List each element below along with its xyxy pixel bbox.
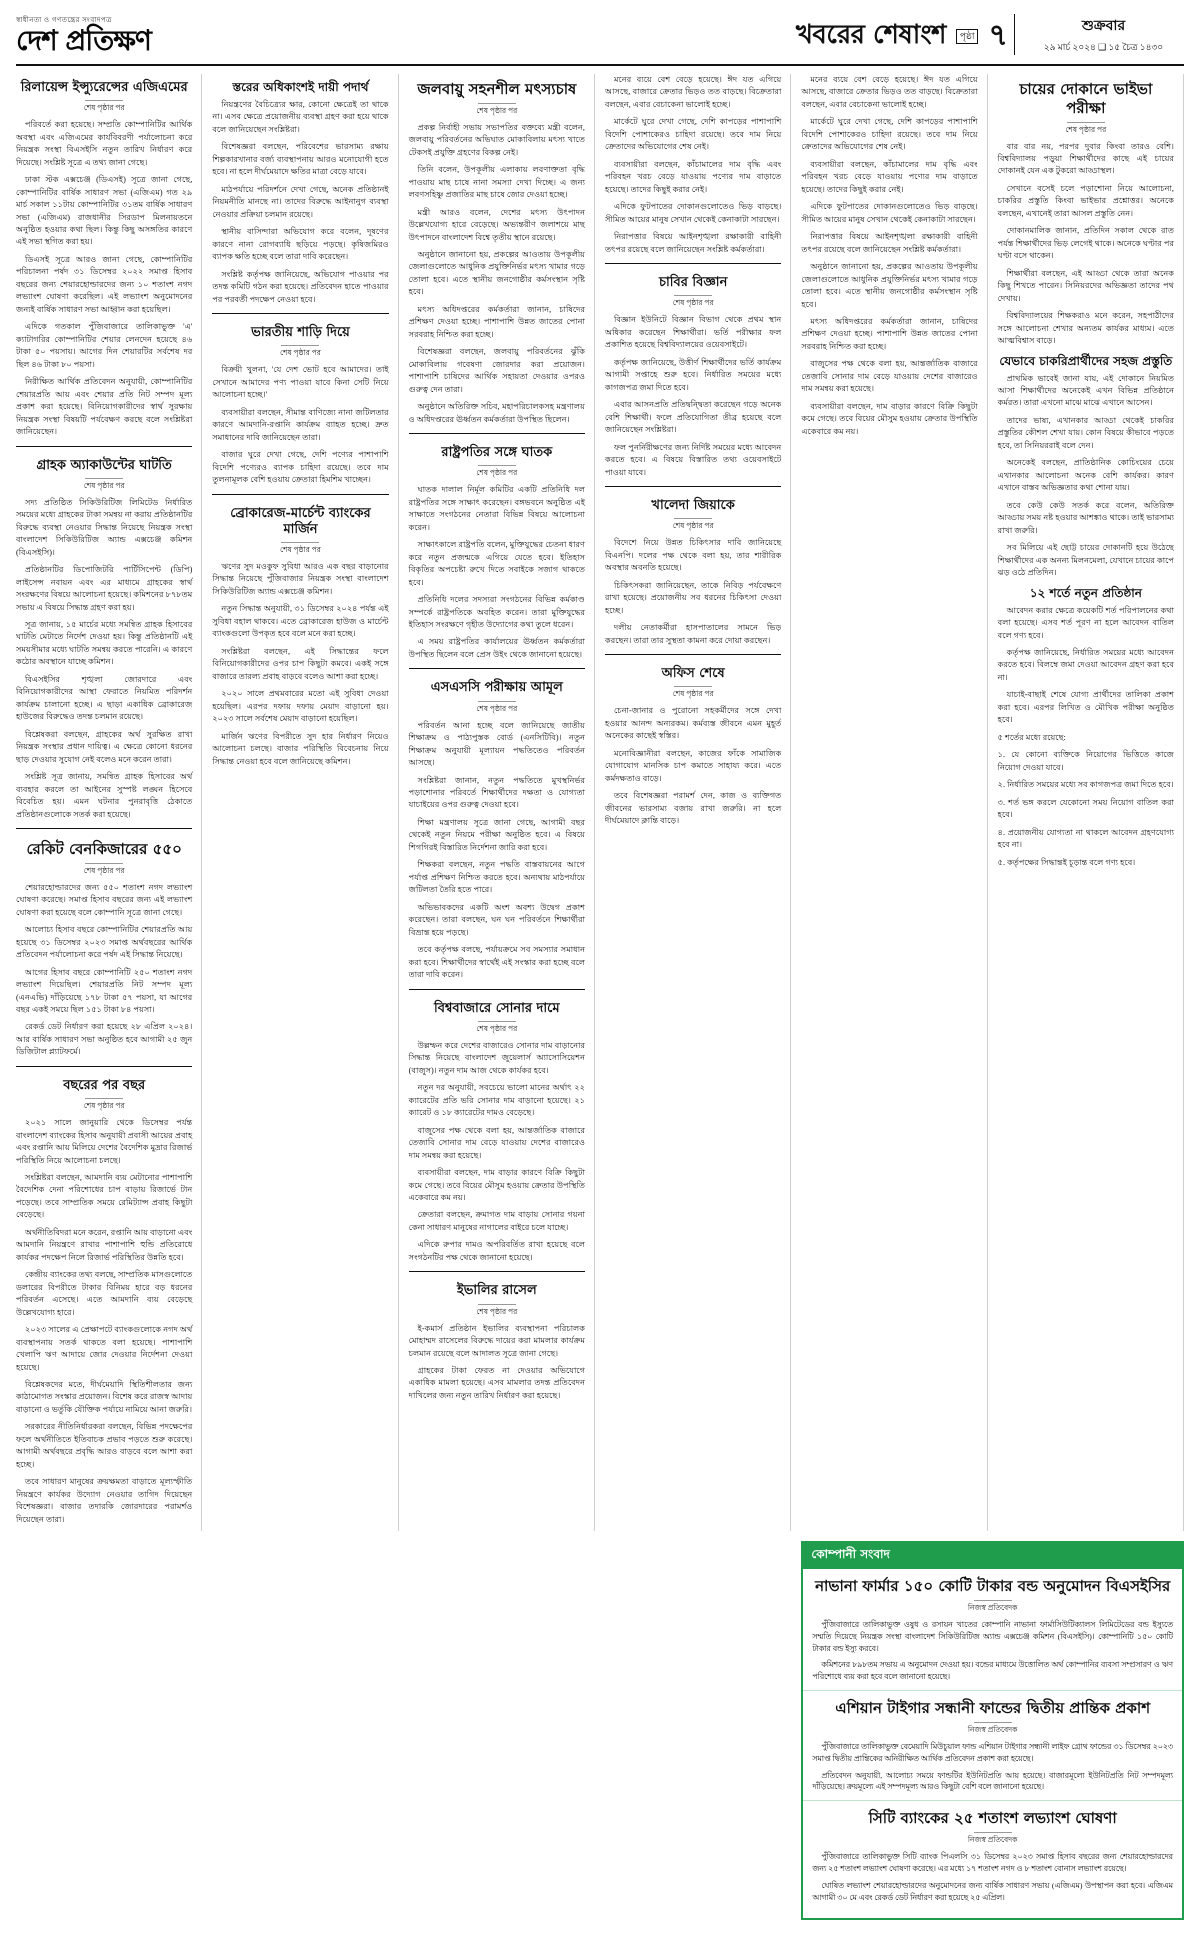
paragraph: তাদের ভাষ্য, এখানকার আড্ডা থেকেই চাকরির প্রস্তুতির কৌশল শেখা যায়। কোন বিষয়ে কীভাবে পড়তে হবে, তা সিনিয়ররাই বলে দেন। (997, 415, 1174, 450)
paragraph: আলোচ্য হিসাব বছরে কোম্পানিটির শেয়ারপ্রতি আয় হয়েছে ৩১ ডিসেম্বর ২০২৩ সমাপ্ত অর্থবছরের আর্থিক প্রতিবেদন পর্যালোচনা করে পর্ষদ এই সিদ্ধান্ত নিয়েছে। (16, 925, 193, 960)
headline: বছরের পর বছর (63, 1077, 146, 1093)
paragraph: শিক্ষকরা বলছেন, নতুন পদ্ধতি বাস্তবায়নের আগে পর্যাপ্ত প্রশিক্ষণ নিশ্চিত করতে হবে। অন্যথায় মাঠপর্যায়ে জটিলতা তৈরি হতে পারে। (408, 860, 585, 895)
article-khaleda-zia (605, 486, 781, 647)
paragraph: সংশ্লিষ্টরা বলছেন, আমদানি ব্যয় মেটানোর পাশাপাশি বৈদেশিক দেনা পরিশোধের চাপ বাড়ায় রিজার্ভে টান পড়েছে। তবে সাম্প্রতিক সময়ে রেমিট্যান্স প্রবাহ কিছুটা বেড়েছে। (16, 1172, 193, 1220)
paragraph: অনুষ্ঠানে জানানো হয়, প্রকল্পের আওতায় উপকূলীয় জেলাগুলোতে আধুনিক প্রযুক্তিনির্ভর মৎস্য খামার গড়ে তোলা হবে। এতে স্থানীয় জনগোষ্ঠীর কর্মসংস্থান সৃষ্টি হবে। (801, 262, 978, 309)
paragraph: আগের হিসাব বছরে কোম্পানিটি ২৫০ শতাংশ নগদ লভ্যাংশ দিয়েছিল। শেয়ারপ্রতি নিট সম্পদ মূল্য (এনএভি) দাঁড়িয়েছে ১৭৮ টাকা ৫৭ পয়সা, যা আগের বছর একই সময়ে ছিল ১৫১ টাকা ৮৪ পয়সা। (16, 967, 193, 1014)
article-key-science (605, 263, 781, 479)
paragraph: সব মিলিয়ে এই ছোট্ট চায়ের দোকানটি হয়ে উঠেছে শিক্ষার্থীদের এক অনন্য মিলনমেলা, যেখানে চায়ের কাপে ঝড় ওঠে প্রতিদিন। (997, 543, 1174, 578)
paragraph: কর্তৃপক্ষ জানিয়েছে, নির্ধারিত সময়ের মধ্যে আবেদন করতে হবে। বিলম্বে জমা দেওয়া আবেদন গ্রহণ করা হবে না। (997, 647, 1174, 682)
headline: বিশ্ববাজারে সোনার দামে (434, 1000, 560, 1016)
paragraph: চিকিৎসকরা জানিয়েছেন, তাকে নিবিড় পর্যবেক্ষণে রাখা হয়েছে। প্রয়োজনীয় সব ধরনের চিকিৎসা দেওয়া হচ্ছে। (604, 580, 782, 615)
byline: শেষ পৃষ্ঠার পর (212, 345, 388, 360)
paragraph: নিয়ন্ত্রণের বৈচিত্র্যের ক্ষার, কোনো ক্ষেত্রেই তা থাকে না। এসব ক্ষেত্রে প্রয়োজনীয় ব্যবস্থা গ্রহণ করা হয়ে থাকে বলে জানিয়েছেন সংশ্লিষ্টরা। (212, 100, 389, 134)
article-president-meeting (409, 433, 585, 661)
article-indian-saree (212, 313, 388, 486)
paragraph: বাজুসের পক্ষ থেকে বলা হয়, আন্তর্জাতিক বাজারে তেজাবি সোনার দাম বেড়ে যাওয়ায় দেশের বাজারেও দাম সমন্বয় করা হয়েছে। (408, 1125, 585, 1160)
condition-item: ৩. শর্ত ভঙ্গ করলে যেকোনো সময় নিয়োগ বাতিল করা হবে। (997, 797, 1174, 820)
paragraph: বিক্রয়ী খুলনা, 'যে দেশ ভোট হবে আমাদের। তাই সেখানে আমাদের পণ্য পাওয়া যাবে কিনা সেটি নিয়ে আলোচনা হচ্ছে।' (212, 365, 389, 400)
article-brokerage-margin (212, 494, 388, 769)
paragraph: বিদেশে নিয়ে উন্নত চিকিৎসার দাবি জানিয়েছে বিএনপি। দলের পক্ষ থেকে বলা হয়, তার শারীরিক অবস্থার অবনতি হয়েছে। (604, 538, 782, 573)
paragraph: এদিকে ফুটপাতের দোকানগুলোতেও ভিড় বাড়ছে। সীমিত আয়ের মানুষ সেখান থেকেই কেনাকাটা সারছেন। (604, 202, 782, 224)
paragraph: শেয়ারহোল্ডারদের জন্য ৫৫০ শতাংশ নগদ লভ্যাংশ ঘোষণা করেছে। সমাপ্ত হিসাব বছরের জন্য এই লভ্যাংশ ঘোষণা করা হয়েছে বলে কোম্পানি সূত্রে জানা গেছে। (16, 882, 193, 917)
headline: রিলায়েন্স ইন্স্যুরেন্সের এজিএমের (20, 80, 188, 95)
byline: নিজস্ব প্রতিবেদক (812, 1832, 1173, 1847)
paragraph: গ্রাহকের টাকা ফেরত না দেওয়ার অভিযোগে একাধিক মামলা হয়েছে। এসব মামলার তদন্ত প্রতিবেদন দাখিলের জন্য নতুন তারিখ নির্ধারণ করা হয়েছে। (408, 1365, 585, 1400)
paragraph: ব্যবসায়ীরা বলছেন, সীমান্ত বাণিজ্যে নানা জটিলতার কারণে আমদানি-রপ্তানি কার্যক্রম ব্যাহত হচ্ছে। দ্রুত সমাধানের দাবি জানিয়েছেন তারা। (212, 407, 389, 442)
headline: জলবায়ু সহনশীল মৎস্যচাষ (417, 80, 577, 98)
column-1 (16, 74, 202, 1531)
paragraph: বিশ্লেষকদের মতে, দীর্ঘমেয়াদি স্থিতিশীলতার জন্য কাঠামোগত সংস্কার প্রয়োজন। বিশেষ করে রাজস্ব আদায় বাড়ানো ও ভর্তুকি যৌক্তিক পর্যায়ে নামিয়ে আনা জরুরি। (16, 1380, 193, 1414)
article-reckitt-benckiser (16, 828, 192, 1059)
byline: শেষ পৃষ্ঠার পর (409, 103, 585, 118)
condition-item: ৫. কর্তৃপক্ষের সিদ্ধান্তই চূড়ান্ত বলে গণ্য হবে। (997, 857, 1136, 867)
logo-block (16, 14, 266, 55)
column-5 (801, 74, 987, 1531)
page-number: ৭ (988, 18, 1008, 53)
paragraph: ২০২১ সালে জানুয়ারি থেকে ডিসেম্বর পর্যন্ত বাংলাদেশ ব্যাংকের হিসাব অনুযায়ী প্রবাসী আয়ের প্রবাহ এবং রপ্তানি আয় মিলিয়ে দেশের বৈদেশিক মুদ্রার রিজার্ভ পরিস্থিতি নিয়ে আলোচনা চলছে। (16, 1118, 193, 1165)
headline: এসএসসি পরীক্ষায় আমূল (430, 680, 563, 696)
paragraph: এদিকে ফুটপাতের দোকানগুলোতেও ভিড় বাড়ছে। সীমিত আয়ের মানুষ সেখান থেকেই কেনাকাটা সারছেন। (801, 202, 978, 224)
headline: ইভালির রাসেল (456, 1283, 537, 1299)
paragraph: সাক্ষাৎকালে রাষ্ট্রপতি বলেন, মুক্তিযুদ্ধের চেতনা ধারণ করে নতুন প্রজন্মকে এগিয়ে যেতে হবে। ইতিহাস বিকৃতির অপচেষ্টা রুখে দিতে সবাইকে সজাগ থাকতে হবে। (408, 540, 585, 587)
column-4 (605, 74, 791, 1531)
paragraph: পুঁজিবাজারে তালিকাভুক্ত ওষুধ ও রসায়ন খাতের কোম্পানি নাভানা ফার্মাসিউটিক্যালস লিমিটেডের বন্ড ইস্যুতে সম্মতি দিয়েছে নিয়ন্ত্রক সংস্থা বাংলাদেশ সিকিউরিটিজ অ্যান্ড এক্সচেঞ্জ কমিশন (বিএসইসি)। কোম্পানিটি ১৫০ কোটি টাকার বন্ড ইস্যু করবে। (812, 1619, 1173, 1653)
paragraph: প্রতিষ্ঠানটির ডিপোজিটরি পার্টিসিপেন্ট (ডিপি) লাইসেন্স নবায়ন এবং এর মাধ্যমে গ্রাহকের স্বার্থ সংরক্ষণের বিষয়ে আলোচনা হয়েছে। কমিশনের ৮৭৮তম সভায় এ বিষয়ে সিদ্ধান্ত গ্রহণ করা হয়। (16, 565, 193, 612)
paragraph: ব্যবসায়ীরা বলছেন, কাঁচামালের দাম বৃদ্ধি এবং পরিবহন খরচ বেড়ে যাওয়ায় পণ্যের দাম বাড়াতে হয়েছে। তাদের কিছুই করার নেই। (801, 159, 978, 194)
paragraph: ঢাকা স্টক এক্সচেঞ্জ (ডিএসই) সূত্রে জানা গেছে, কোম্পানিটির বার্ষিক সাধারণ সভা (এজিএম) গত ২৯ মার্চ সকাল ১১টায় কোম্পানিটির ৩১তম বার্ষিক সাধারণ সভা (এজিএম) রাজধানীর সিরডাপ মিলনায়তনে অনুষ্ঠিত হওয়ার কথা ছিল। কিন্তু কিছু অসঙ্গতির কারণে এই সভা স্থগিত করা হয়। (16, 175, 193, 247)
company-news-item[interactable] (803, 1690, 1182, 1800)
paragraph: রেকর্ড ডেট নির্ধারণ করা হয়েছে ২৮ এপ্রিল ২০২৪। আর বার্ষিক সাধারণ সভা অনুষ্ঠিত হবে আগামী ২৫ জুন ডিজিটাল প্ল্যাটফর্মে। (16, 1022, 193, 1057)
paragraph: বাজার ঘুরে দেখা গেছে, দেশি পণ্যের পাশাপাশি বিদেশি পণ্যেরও ব্যাপক চাহিদা রয়েছে। তবে দাম তুলনামূলক বেশি হওয়ায় ক্রেতারা হিমশিম খাচ্ছেন। (212, 450, 389, 485)
paragraph: নিরাপত্তার বিষয়ে আইনশৃঙ্খলা রক্ষাকারী বাহিনী তৎপর রয়েছে বলে জানিয়েছেন সংশ্লিষ্ট কর্মকর্তারা। (604, 232, 782, 254)
paragraph: অনুষ্ঠানে অতিরিক্ত সচিব, মহাপরিচালকসহ মন্ত্রণালয় ও অধিদপ্তরের ঊর্ধ্বতন কর্মকর্তারা উপস্থিত ছিলেন। (408, 402, 585, 424)
paragraph: কর্তৃপক্ষ জানিয়েছে, উত্তীর্ণ শিক্ষার্থীদের ভর্তি কার্যক্রম আগামী সপ্তাহে শুরু হবে। নির্ধারিত সময়ের মধ্যে কাগজপত্র জমা দিতে হবে। (604, 357, 782, 392)
section-header (266, 14, 1014, 58)
paragraph: সংশ্লিষ্ট সূত্র জানায়, সমন্বিত গ্রাহক হিসাবের অর্থ ব্যবহার করলে তা আইনের সুস্পষ্ট লঙ্ঘন হিসেবে বিবেচিত হয়। এমন ঘটনার পুনরাবৃত্তি ঠেকাতে প্রতিষ্ঠানগুলোকে সতর্ক করা হয়েছে। (16, 772, 193, 819)
paragraph: মৎস্য অধিদপ্তরের কর্মকর্তারা জানান, চাষিদের প্রশিক্ষণ দেওয়া হচ্ছে। পাশাপাশি উন্নত জাতের পোনা সরবরাহ নিশ্চিত করা হচ্ছে। (801, 316, 978, 351)
paragraph: মার্কেটে ঘুরে দেখা গেছে, দেশি কাপড়ের পাশাপাশি বিদেশি পোশাকেরও চাহিদা রয়েছে। তবে দাম নিয়ে ক্রেতাদের অভিযোগের শেষ নেই। (801, 117, 978, 152)
condition-item: ১. যে কোনো ব্যক্তিকে নিয়োগের ভিত্তিতে কাজে নিয়োগ দেওয়া যাবে। (997, 750, 1174, 772)
paragraph: বিশেষজ্ঞরা বলছেন, জলবায়ু পরিবর্তনের ঝুঁকি মোকাবিলায় গবেষণা জোরদার করা প্রয়োজন। পাশাপাশি চাষিদের আর্থিক সহায়তা দেওয়ার ওপরও গুরুত্ব দেন তারা। (408, 347, 585, 394)
byline: শেষ পৃষ্ঠার পর (605, 686, 781, 701)
date-line: ২৯ মার্চ ২০২৪ ❑ ১৫ চৈত্র ১৪৩০ (1043, 42, 1164, 52)
paragraph: সূত্র জানায়, ১৫ মার্চের মধ্যে সমন্বিত গ্রাহক হিসাবের ঘাটতি মেটাতে নির্দেশ দেওয়া হয়। কিন্তু প্রতিষ্ঠানটি এই সময়সীমার মধ্যে ঘাটতি সমন্বয় করতে পারেনি। এ কারণে কঠোর অবস্থানে যাচ্ছে কমিশন। (16, 619, 193, 667)
paragraph: ব্যবসায়ীরা বলছেন, দাম বাড়ার কারণে বিক্রি কিছুটা কমে গেছে। তবে বিয়ের মৌসুম হওয়ায় ক্রেতার উপস্থিতি একেবারে কম নয়। (408, 1168, 585, 1202)
paragraph: বিশ্ববিদ্যালয়ের শিক্ষকরাও মনে করেন, সহপাঠীদের সঙ্গে আলোচনা শেখার অন্যতম কার্যকর মাধ্যম। এতে আত্মবিশ্বাস বাড়ে। (997, 311, 1174, 346)
headline: ভারতীয় শাড়ি দিয়ে (251, 325, 350, 341)
subheadline: যেভাবে চাকরিপ্রার্থীদের সহজ প্রস্তুতি (999, 353, 1173, 368)
paragraph: বিজ্ঞান ইউনিটে বিজ্ঞান বিভাগ থেকে প্রথম স্থান অধিকার করেছেন শিক্ষার্থীরা। ভর্তি পরীক্ষার ফল প্রকাশিত হয়েছে বিশ্ববিদ্যালয়ের ওয়েবসাইটে। (604, 315, 782, 350)
paragraph: নিরীক্ষিত আর্থিক প্রতিবেদন অনুযায়ী, কোম্পানিটির শেয়ারপ্রতি আয় এবং শেয়ার প্রতি নিট সম্পদ মূল্য প্রকাশ করা হয়েছে। বিনিয়োগকারীদের স্বার্থ সুরক্ষায় নিয়ন্ত্রক সংস্থা বিষয়টি পর্যবেক্ষণ করছে বলে সংশ্লিষ্টরা জানিয়েছেন। (16, 377, 193, 437)
paragraph: বার বার নয়, পরপর দুবার কিংবা তারও বেশি। বিশ্ববিদ্যালয় পড়ুয়া শিক্ষার্থীদের কাছে এই চায়ের দোকানই যেন এক টুকরো আড্ডাস্থল। (997, 141, 1174, 176)
paragraph: নিরাপত্তার বিষয়ে আইনশৃঙ্খলা রক্ষাকারী বাহিনী তৎপর রয়েছে বলে জানিয়েছেন সংশ্লিষ্ট কর্মকর্তারা। (801, 232, 978, 254)
paragraph: প্রকল্প নির্বাহী সভায় সভাপতির বক্তব্যে মন্ত্রী বলেন, জলবায়ু পরিবর্তনের অভিঘাত মোকাবিলায় মৎস্য খাতে টেকসই প্রযুক্তি গ্রহণের বিকল্প নেই। (408, 122, 585, 157)
company-news-item[interactable] (803, 1569, 1182, 1690)
paragraph: ঘাতক দালাল নির্মূল কমিটির একটি প্রতিনিধি দল রাষ্ট্রপতির সঙ্গে সাক্ষাৎ করেছেন। বঙ্গভবনে অনুষ্ঠিত এই সাক্ষাতে সংগঠনের নেতারা বিভিন্ন বিষয়ে আলোচনা করেন। (408, 485, 585, 532)
paragraph: নতুন সিদ্ধান্ত অনুযায়ী, ৩১ ডিসেম্বর ২০২৪ পর্যন্ত এই সুবিধা বহাল থাকবে। এতে ব্রোকারেজ হাউজ ও মার্চেন্ট ব্যাংকগুলো উপকৃত হবে বলে মনে করা হচ্ছে। (212, 604, 389, 639)
byline: শেষ পৃষ্ঠার পর (998, 122, 1174, 137)
paragraph: অনুষ্ঠানে জানানো হয়, প্রকল্পের আওতায় উপকূলীয় জেলাগুলোতে আধুনিক প্রযুক্তিনির্ভর মৎস্য খামার গড়ে তোলা হবে। এতে স্থানীয় জনগোষ্ঠীর কর্মসংস্থান সৃষ্টি হবে। (408, 249, 585, 297)
byline: শেষ পৃষ্ঠার পর (409, 701, 585, 716)
headline: রেকিট বেনকিজারের ৫৫০ (26, 840, 182, 858)
masthead (16, 14, 1184, 66)
article-tea-stall-viva (998, 80, 1174, 869)
article-evaly-russel (409, 1271, 585, 1402)
paragraph: সংশ্লিষ্ট কর্তৃপক্ষ জানিয়েছে, অভিযোগ পাওয়ার পর তদন্ত কমিটি গঠন করা হয়েছে। প্রতিবেদন হাতে পাওয়ার পর পরবর্তী পদক্ষেপ নেওয়া হবে। (212, 269, 389, 304)
headline: রাষ্ট্রপতির সঙ্গে ঘাতক (441, 445, 553, 461)
paragraph: বিশেষজ্ঞরা বলছেন, পরিবেশের ভারসাম্য রক্ষায় শিল্পকারখানার বর্জ্য ব্যবস্থাপনায় আরও মনোযোগী হতে হবে। না হলে দীর্ঘমেয়াদে ক্ষতির মাত্রা বেড়ে যাবে। (212, 142, 389, 177)
date-day: শুক্রবার (1081, 19, 1126, 34)
article-gold-price (409, 989, 585, 1265)
paragraph: তবে কর্তৃপক্ষ বলছে, পর্যায়ক্রমে সব সমস্যার সমাধান করা হবে। শিক্ষার্থীদের স্বার্থেই এই সংস্কার করা হচ্ছে বলে তারা দাবি করেন। (408, 945, 585, 980)
headline: সিটি ব্যাংকের ২৫ শতাংশ লভ্যাংশ ঘোষণা (868, 1809, 1117, 1828)
paragraph: মাঠপর্যায়ে পরিদর্শনে দেখা গেছে, অনেক প্রতিষ্ঠানই নিয়মনীতি মানছে না। তাদের বিরুদ্ধে আইনানুগ ব্যবস্থা নেওয়ার প্রক্রিয়া চলমান রয়েছে। (212, 184, 389, 219)
paragraph: সংশ্লিষ্টরা জানান, নতুন পদ্ধতিতে মুখস্থনির্ভর পড়াশোনার পরিবর্তে শিক্ষার্থীদের দক্ষতা ও যোগ্যতা যাচাইয়ের ওপর গুরুত্ব দেওয়া হবে। (408, 775, 585, 810)
paragraph: উল্লম্ফন করে দেশের বাজারেও সোনার দাম বাড়ানোর সিদ্ধান্ত নিয়েছে বাংলাদেশ জুয়েলার্স অ্যাসোসিয়েশন (বাজুস)। নতুন দাম আজ থেকে কার্যকর হবে। (408, 1040, 585, 1075)
subheadline: ১২ শর্তে নতুন প্রতিষ্ঠান (1029, 585, 1142, 600)
paragraph: ২০২০ সালে প্রথমবারের মতো এই সুবিধা দেওয়া হয়েছিল। এরপর দফায় দফায় মেয়াদ বাড়ানো হয়। ২০২৩ সালে সর্বশেষ মেয়াদ বাড়ানো হয়েছিল। (212, 689, 389, 724)
column-3 (409, 74, 595, 1531)
article-hazardous-substances (212, 80, 388, 306)
paragraph: আবেদন করার ক্ষেত্রে কয়েকটি শর্ত পরিপালনের কথা বলা হয়েছে। এসব শর্ত পূরণ না হলে আবেদন বাতিল বলে গণ্য হবে। (997, 605, 1174, 640)
column-2 (212, 74, 398, 1531)
article-continuation-left (605, 74, 781, 256)
byline: শেষ পৃষ্ঠার পর (605, 518, 781, 533)
logo-kicker: স্বাধীনতা ও গণতন্ত্রের সংবাদপত্র (16, 16, 112, 24)
article-market-continuation (801, 74, 977, 438)
headline: চাবির বিজ্ঞান (658, 275, 728, 291)
section-title: খবরের শেষাংশ (795, 20, 946, 50)
paragraph: নতুন দর অনুযায়ী, সবচেয়ে ভালো মানের অর্থাৎ ২২ ক্যারেটের প্রতি ভরি সোনার দাম বাড়ানো হয়েছে। ২১ ক্যারেট ও ১৮ ক্যারেটের দামও বেড়েছে। (408, 1083, 585, 1118)
paragraph: সরকারের নীতিনির্ধারকরা বলছেন, বিভিন্ন পদক্ষেপের ফলে অর্থনীতিতে ইতিবাচক প্রভাব পড়তে শুরু করেছে। আগামী অর্থবছরে প্রবৃদ্ধি আরও বাড়বে বলে আশা করা হচ্ছে। (16, 1422, 193, 1469)
paragraph: তিনি বলেন, উপকূলীয় এলাকায় লবণাক্ততা বৃদ্ধি পাওয়ায় মাছ চাষে নানা সমস্যা দেখা দিচ্ছে। এ জন্য লবণসহিষ্ণু প্রজাতির মাছ চাষে জোর দেওয়া হচ্ছে। (408, 165, 585, 200)
paragraph: ই-কমার্স প্রতিষ্ঠান ইভালির ব্যবস্থাপনা পরিচালক মোহাম্মদ রাসেলের বিরুদ্ধে দায়ের করা মামলার কার্যক্রম চলমান রয়েছে বলে আদালত সূত্রে জানা গেছে। (408, 1323, 585, 1358)
company-news-header: কোম্পানী সংবাদ (803, 1543, 1182, 1569)
headline: খালেদা জিয়াকে (651, 497, 735, 513)
paragraph: এদিকে গতকাল পুঁজিবাজারে তালিকাভুক্ত 'এ' ক্যাটাগরির কোম্পানিটির শেয়ার লেনদেন হয়েছে ৪৬ টাকা ৫০ পয়সায়। আগের দিন শেয়ারটির সর্বশেষ দর ছিল ৪৬ টাকা ৮০ পয়সা। (16, 322, 193, 369)
paragraph: ডিএসই সূত্রে আরও জানা গেছে, কোম্পানিটির পরিচালনা পর্ষদ ৩১ ডিসেম্বর ২০২২ সমাপ্ত হিসাব বছরের জন্য শেয়ারহোল্ডারদের জন্য ১০ শতাংশ নগদ লভ্যাংশ ঘোষণা করেছিল। এই লভ্যাংশ অনুমোদনের জন্যই বার্ষিক সাধারণ সভা আহ্বান করা হয়েছিল। (16, 254, 193, 314)
paragraph: মনোবিজ্ঞানীরা বলছেন, কাজের ফাঁকে সামাজিক যোগাযোগ মানসিক চাপ কমাতে সাহায্য করে। এতে কর্মদক্ষতাও বাড়ে। (604, 748, 782, 783)
paragraph: এবার আসনপ্রতি প্রতিদ্বন্দ্বিতা করেছেন গড়ে অনেক বেশি শিক্ষার্থী। ফলে প্রতিযোগিতা তীব্র হয়েছে বলে জানিয়েছেন সংশ্লিষ্টরা। (604, 400, 782, 435)
publication-logo: দেশ প্রতিক্ষণ (16, 24, 151, 57)
paragraph: অর্থনীতিবিদরা মনে করেন, রপ্তানি আয় বাড়ানো এবং আমদানি নিয়ন্ত্রণে রাখার পাশাপাশি হুন্ডি প্রতিরোধে কার্যকর পদক্ষেপ নিলে রিজার্ভ পরিস্থিতির উন্নতি হবে। (16, 1227, 193, 1262)
byline: শেষ পৃষ্ঠার পর (16, 478, 192, 493)
column-6 (998, 74, 1184, 1531)
paragraph: পুঁজিবাজারে তালিকাভুক্ত সিটি ব্যাংক পিএলসি ৩১ ডিসেম্বর ২০২৩ সমাপ্ত হিসাব বছরের জন্য শেয়ারহোল্ডারদের জন্য ২৫ শতাংশ লভ্যাংশ ঘোষণা করেছে। এর মধ্যে ১৭ শতাংশ নগদ ও ৮ শতাংশ বোনাস লভ্যাংশ রয়েছে। (812, 1852, 1173, 1873)
paragraph: সেখানে বসেই চলে পড়াশোনা নিয়ে আলোচনা, চাকরির প্রস্তুতি কিংবা ভাইভার প্রশ্নোত্তর। অনেকে বলছেন, এখানেই তারা আসল প্রস্তুতি নেন। (997, 183, 1174, 218)
headline: স্তরের অধিকাংশই দায়ী পদার্থ (232, 80, 369, 94)
headline: অফিস শেষে (661, 665, 725, 681)
byline: শেষ পৃষ্ঠার পর (212, 542, 388, 557)
condition-item: ২. নির্ধারিত সময়ের মধ্যে সব কাগজপত্র জমা দিতে হবে। (997, 780, 1174, 790)
paragraph: যাচাই-বাছাই শেষে যোগ্য প্রার্থীদের তালিকা প্রকাশ করা হবে। এরপর লিখিত ও মৌখিক পরীক্ষা অনুষ্ঠিত হবে। (997, 690, 1174, 725)
paragraph: শিক্ষা মন্ত্রণালয় সূত্রে জানা গেছে, আগামী বছর থেকেই নতুন নিয়মে পরীক্ষা অনুষ্ঠিত হবে। এ বিষয়ে শিগগিরই বিস্তারিত নির্দেশনা জারি করা হবে। (408, 817, 585, 852)
paragraph: ২০২৩ সালের এ প্রেক্ষাপটে ব্যাংকগুলোকে নগদ অর্থ ব্যবস্থাপনায় সতর্ক থাকতে বলা হয়েছে। পাশাপাশি খেলাপি ঋণ আদায়ে জোর দেওয়ার নির্দেশনা দেওয়া হয়েছে। (16, 1325, 193, 1372)
headline: নাভানা ফার্মার ১৫০ কোটি টাকার বন্ড অনুমোদন বিএসইসির (815, 1577, 1171, 1596)
paragraph: ব্যবসায়ীরা বলছেন, কাঁচামালের দাম বৃদ্ধি এবং পরিবহন খরচ বেড়ে যাওয়ায় পণ্যের দাম বাড়াতে হয়েছে। তাদের কিছুই করার নেই। (604, 159, 782, 194)
page-badge-label: পৃষ্ঠা (956, 29, 979, 44)
byline: শেষ পৃষ্ঠার পর (605, 295, 781, 310)
byline: নিজস্ব প্রতিবেদক (812, 1600, 1173, 1615)
paragraph: কেন্দ্রীয় ব্যাংকের তথ্য বলছে, সাম্প্রতিক মাসগুলোতে ডলারের বিপরীতে টাকার বিনিময় হারে বড় ধরনের পরিবর্তন এসেছে। এতে আমদানি ব্যয় বেড়েছে উল্লেখযোগ্য হারে। (16, 1270, 193, 1317)
article-year-after-year (16, 1066, 192, 1526)
headline: এশিয়ান টাইগার সন্ধানী ফান্ডের দ্বিতীয় প্রান্তিক প্রকাশ (835, 1699, 1151, 1718)
page-grid (16, 74, 1184, 1920)
byline: শেষ পৃষ্ঠার পর (16, 1098, 192, 1113)
paragraph: মনের ব্যয়ে বেশ বেড়ে হয়েছে। ঈদ যত এগিয়ে আসছে, বাজারে ক্রেতার ভিড়ও তত বাড়ছে। বিক্রেতারা বলছেন, এবার বেচাকেনা ভালোই হচ্ছে। (604, 75, 782, 109)
article-climate-fish-farming (409, 80, 585, 426)
company-news-item[interactable] (803, 1800, 1182, 1910)
paragraph: মার্কেটে ঘুরে দেখা গেছে, দেশি কাপড়ের পাশাপাশি বিদেশি পোশাকেরও চাহিদা রয়েছে। তবে দাম নিয়ে ক্রেতাদের অভিযোগের শেষ নেই। (604, 117, 782, 152)
paragraph: প্রাথমিক ভাবেই জানা যায়, এই দোকানে নিয়মিত আসা শিক্ষার্থীদের অনেকেই এখন বিভিন্ন প্রতিষ্ঠানে কর্মরত। তারা এখনো মাঝে মাঝে এখানে আসেন। (997, 373, 1174, 408)
byline: শেষ পৃষ্ঠার পর (409, 1304, 585, 1319)
paragraph: চেনা-জানার ও পুরোনো সহকর্মীদের সঙ্গে দেখা হওয়ার আনন্দ অন্যরকম। কর্মব্যস্ত জীবনে এমন মুহূর্ত অনেকের কাছেই স্বস্তির। (604, 706, 782, 741)
article-after-office (605, 654, 781, 827)
paragraph: সদ্য প্রতিষ্ঠিত সিকিউরিটিজ লিমিটেড নির্ধারিত সময়ের মধ্যে গ্রাহকের টাকা সমন্বয় না করায় প্রতিষ্ঠানটির বিরুদ্ধে ব্যবস্থা নেওয়ার সিদ্ধান্ত নিয়েছে নিয়ন্ত্রক সংস্থা বাংলাদেশ সিকিউরিটিজ অ্যান্ড এক্সচেঞ্জ কমিশন (বিএসইসি)। (16, 497, 193, 557)
paragraph: তবে কেউ কেউ সতর্ক করে বলেন, অতিরিক্ত আড্ডায় সময় নষ্ট হওয়ার আশঙ্কাও থাকে। তাই ভারসাম্য রাখা জরুরি। (997, 500, 1174, 535)
paragraph: দোকানমালিক জানান, প্রতিদিন সকাল থেকে রাত পর্যন্ত শিক্ষার্থীদের ভিড় লেগেই থাকে। অনেকে ঘণ্টার পর ঘণ্টা বসে থাকেন। (997, 226, 1174, 261)
paragraph: ক্রেতারা বলছেন, ক্রমাগত দাম বাড়ায় সোনার গয়না কেনা সাধারণ মানুষের নাগালের বাইরে চলে যাচ্ছে। (408, 1210, 585, 1232)
byline: শেষ পৃষ্ঠার পর (16, 100, 192, 115)
paragraph: ঘোষিত লভ্যাংশ শেয়ারহোল্ডারদের অনুমোদনের জন্য বার্ষিক সাধারণ সভায় (এজিএম) উপস্থাপন করা হবে। এজিএম আগামী ৩০ মে এবং রেকর্ড ডেট নির্ধারণ করা হয়েছে ২৫ এপ্রিল। (812, 1880, 1173, 1902)
company-news-box (801, 1541, 1184, 1920)
paragraph: অনেকেই বলছেন, প্রাতিষ্ঠানিক কোচিংয়ের চেয়ে এখানকার আলোচনা অনেক বেশি কার্যকর। কারণ এখানে বাস্তব অভিজ্ঞতার কথা শোনা যায়। (997, 458, 1174, 493)
paragraph: পুঁজিবাজারে তালিকাভুক্ত বেমেয়াদি মিউচুয়াল ফান্ড এশিয়ান টাইগার সন্ধানী লাইফ গ্রোথ ফান্ডের ৩১ ডিসেম্বর ২০২৩ সমাপ্ত দ্বিতীয় প্রান্তিকের অনিরীক্ষিত আর্থিক প্রতিবেদন প্রকাশ করা হয়েছে। (812, 1741, 1173, 1763)
headline: ব্রোকারেজ-মার্চেন্ট ব্যাংকের মার্জিন (230, 505, 371, 537)
paragraph: ব্যবসায়ীরা বলছেন, দাম বাড়ার কারণে বিক্রি কিছুটা কমে গেছে। তবে বিয়ের মৌসুম হওয়ায় ক্রেতার উপস্থিতি একেবারে কম নয়। (801, 401, 978, 436)
byline: শেষ পৃষ্ঠার পর (409, 465, 585, 480)
paragraph: এদিকে রুপার দামও অপরিবর্তিত রাখা হয়েছে বলে সংগঠনটির পক্ষ থেকে জানানো হয়েছে। (408, 1240, 585, 1262)
headline: চায়ের দোকানে ভাইভা পরীক্ষা (1019, 80, 1153, 117)
paragraph: ঋণের সুদ মওকুফ সুবিধা আরও এক বছর বাড়ানোর সিদ্ধান্ত নিয়েছে পুঁজিবাজার নিয়ন্ত্রক সংস্থা বাংলাদেশ সিকিউরিটিজ অ্যান্ড এক্সচেঞ্জ কমিশন। (212, 562, 389, 596)
paragraph: মার্জিন ঋণের বিপরীতে সুদ হার নির্ধারণ নিয়েও আলোচনা চলছে। বাজার পরিস্থিতি বিবেচনায় নিয়ে সিদ্ধান্ত নেওয়া হবে বলে জানিয়েছে কমিশন। (212, 731, 389, 766)
paragraph: মৎস্য অধিদপ্তরের কর্মকর্তারা জানান, চাষিদের প্রশিক্ষণ দেওয়া হচ্ছে। পাশাপাশি উন্নত জাতের পোনা সরবরাহ নিশ্চিত করা হচ্ছে। (408, 304, 585, 339)
conditions-title: ৫ শর্তের মধ্যে রয়েছে: (997, 732, 1066, 742)
byline: শেষ পৃষ্ঠার পর (16, 863, 192, 878)
paragraph: ফল পুনর্নিরীক্ষণের জন্য নির্দিষ্ট সময়ের মধ্যে আবেদন করতে হবে। এ বিষয়ে বিস্তারিত তথ্য ওয়েবসাইটে পাওয়া যাবে। (604, 442, 782, 477)
paragraph: দলীয় নেতাকর্মীরা হাসপাতালের সামনে ভিড় করছেন। তারা তার সুস্থতা কামনা করে দোয়া করছেন। (604, 623, 782, 645)
condition-item: ৪. প্রয়োজনীয় যোগ্যতা না থাকলে আবেদন গ্রহণযোগ্য হবে না। (997, 827, 1174, 850)
paragraph: সংশ্লিষ্টরা বলছেন, এই সিদ্ধান্তের ফলে বিনিয়োগকারীদের ওপর চাপ কিছুটা কমবে। একই সঙ্গে বাজারে তারল্য প্রবাহ বাড়বে বলেও আশা করা হচ্ছে। (212, 646, 389, 681)
headline: গ্রাহক অ্যাকাউন্টের ঘাটতি (36, 457, 172, 473)
paragraph: মনের ব্যয়ে বেশ বেড়ে হয়েছে। ঈদ যত এগিয়ে আসছে, বাজারে ক্রেতার ভিড়ও তত বাড়ছে। বিক্রেতারা বলছেন, এবার বেচাকেনা ভালোই হচ্ছে। (801, 75, 978, 109)
paragraph: স্থানীয় বাসিন্দারা অভিযোগ করে বলেন, দূষণের কারণে নানা রোগব্যাধি ছড়িয়ে পড়ছে। কৃষিজমিরও ব্যাপক ক্ষতি হচ্ছে বলে তারা দাবি করেছেন। (212, 227, 389, 262)
paragraph: তবে সাধারণ মানুষের ক্রয়ক্ষমতা বাড়াতে মূল্যস্ফীতি নিয়ন্ত্রণে কার্যকর উদ্যোগ নেওয়ার তাগিদ দিয়েছেন বিশেষজ্ঞরা। বাজার তদারকি জোরদারের পরামর্শও দিয়েছেন তারা। (16, 1477, 193, 1524)
paragraph: বিশ্লেষকরা বলছেন, গ্রাহকের অর্থ সুরক্ষিত রাখা নিয়ন্ত্রক সংস্থার প্রধান দায়িত্ব। এ ক্ষেত্রে কোনো ধরনের ছাড় দেওয়ার সুযোগ নেই বলেও মনে করেন তারা। (16, 729, 193, 764)
date-block (1014, 14, 1184, 55)
paragraph: কমিশনের ৮৯৮তম সভায় এ অনুমোদন দেওয়া হয়। বন্ডের মাধ্যমে উত্তোলিত অর্থ কোম্পানির ব্যবসা সম্প্রসারণ ও ঋণ পরিশোধে ব্যয় করা হবে বলে জানানো হয়েছে। (812, 1660, 1173, 1682)
paragraph: পরিবর্তন আনা হচ্ছে বলে জানিয়েছে জাতীয় শিক্ষাক্রম ও পাঠ্যপুস্তক বোর্ড (এনসিটিবি)। নতুন শিক্ষাক্রম অনুযায়ী মূল্যায়ন পদ্ধতিতেও পরিবর্তন আসছে। (408, 720, 585, 768)
byline: শেষ পৃষ্ঠার পর (409, 1021, 585, 1036)
paragraph: বিএসইসির শৃঙ্খলা জোরদারে এবং বিনিয়োগকারীদের আস্থা ফেরাতে নিয়মিত পরিদর্শন কার্যক্রম চালানো হচ্ছে। এ ছাড়া একাধিক ব্রোকারেজ হাউজের বিরুদ্ধেও তদন্ত চলমান রয়েছে। (16, 674, 193, 722)
paragraph: প্রতিবেদন অনুযায়ী, আলোচ্য সময়ে ফান্ডটির ইউনিটপ্রতি আয় হয়েছে। বাজারমূল্যে ইউনিটপ্রতি নিট সম্পদমূল্য দাঁড়িয়েছে। ক্রয়মূল্যে এই সম্পদমূল্য আরও কিছুটা বেশি বলে জানানো হয়েছে। (812, 1770, 1173, 1792)
paragraph: প্রতিনিধি দলের সদস্যরা সংগঠনের বিভিন্ন কর্মকাণ্ড সম্পর্কে রাষ্ট্রপতিকে অবহিত করেন। তারা মুক্তিযুদ্ধের ইতিহাস সংরক্ষণে গৃহীত উদ্যোগের কথা তুলে ধরেন। (408, 595, 585, 629)
paragraph: মন্ত্রী আরও বলেন, দেশের মৎস্য উৎপাদন উল্লেখযোগ্য হারে বেড়েছে। অভ্যন্তরীণ জলাশয়ে মাছ উৎপাদনে বাংলাদেশ বিশ্বে তৃতীয় স্থানে রয়েছে। (408, 207, 585, 242)
paragraph: পরিবর্তে করা হয়েছে। সম্প্রতি কোম্পানিটির আর্থিক অবস্থা এবং এজিএমের কার্যবিবরণী পর্যালোচনা করে নিয়ন্ত্রক সংস্থা বিএসইসি নতুন তারিখ নির্ধারণ করে দিয়েছে। সংশ্লিষ্ট সূত্রে এ তথ্য জানা গেছে। (16, 120, 193, 167)
article-ssc-exam-reform (409, 668, 585, 981)
article-reliance-agm (16, 80, 192, 439)
paragraph: অভিভাবকদের একটি অংশ অবশ্য উদ্বেগ প্রকাশ করেছেন। তারা বলছেন, ঘন ঘন পরিবর্তনে শিক্ষার্থীরা বিভ্রান্ত হয়ে পড়ছে। (408, 902, 585, 937)
article-customer-account-deficit (16, 446, 192, 822)
paragraph: তবে বিশেষজ্ঞরা পরামর্শ দেন, কাজ ও ব্যক্তিগত জীবনের ভারসাম্য বজায় রাখা জরুরি। না হলে দীর্ঘমেয়াদে ক্লান্তি বাড়ে। (604, 791, 782, 825)
paragraph: শিক্ষার্থীরা বলছেন, এই আড্ডা থেকে তারা অনেক কিছু শিখতে পারেন। সিনিয়রদের অভিজ্ঞতা তাদের পথ দেখায়। (997, 268, 1174, 303)
paragraph: এ সময় রাষ্ট্রপতির কার্যালয়ের ঊর্ধ্বতন কর্মকর্তারা উপস্থিত ছিলেন বলে প্রেস উইং থেকে জানানো হয়েছে। (408, 637, 585, 659)
paragraph: বাজুসের পক্ষ থেকে বলা হয়, আন্তর্জাতিক বাজারে তেজাবি সোনার দাম বেড়ে যাওয়ায় দেশের বাজারেও দাম সমন্বয় করা হয়েছে। (801, 359, 978, 394)
byline: নিজস্ব প্রতিবেদক (812, 1722, 1173, 1737)
